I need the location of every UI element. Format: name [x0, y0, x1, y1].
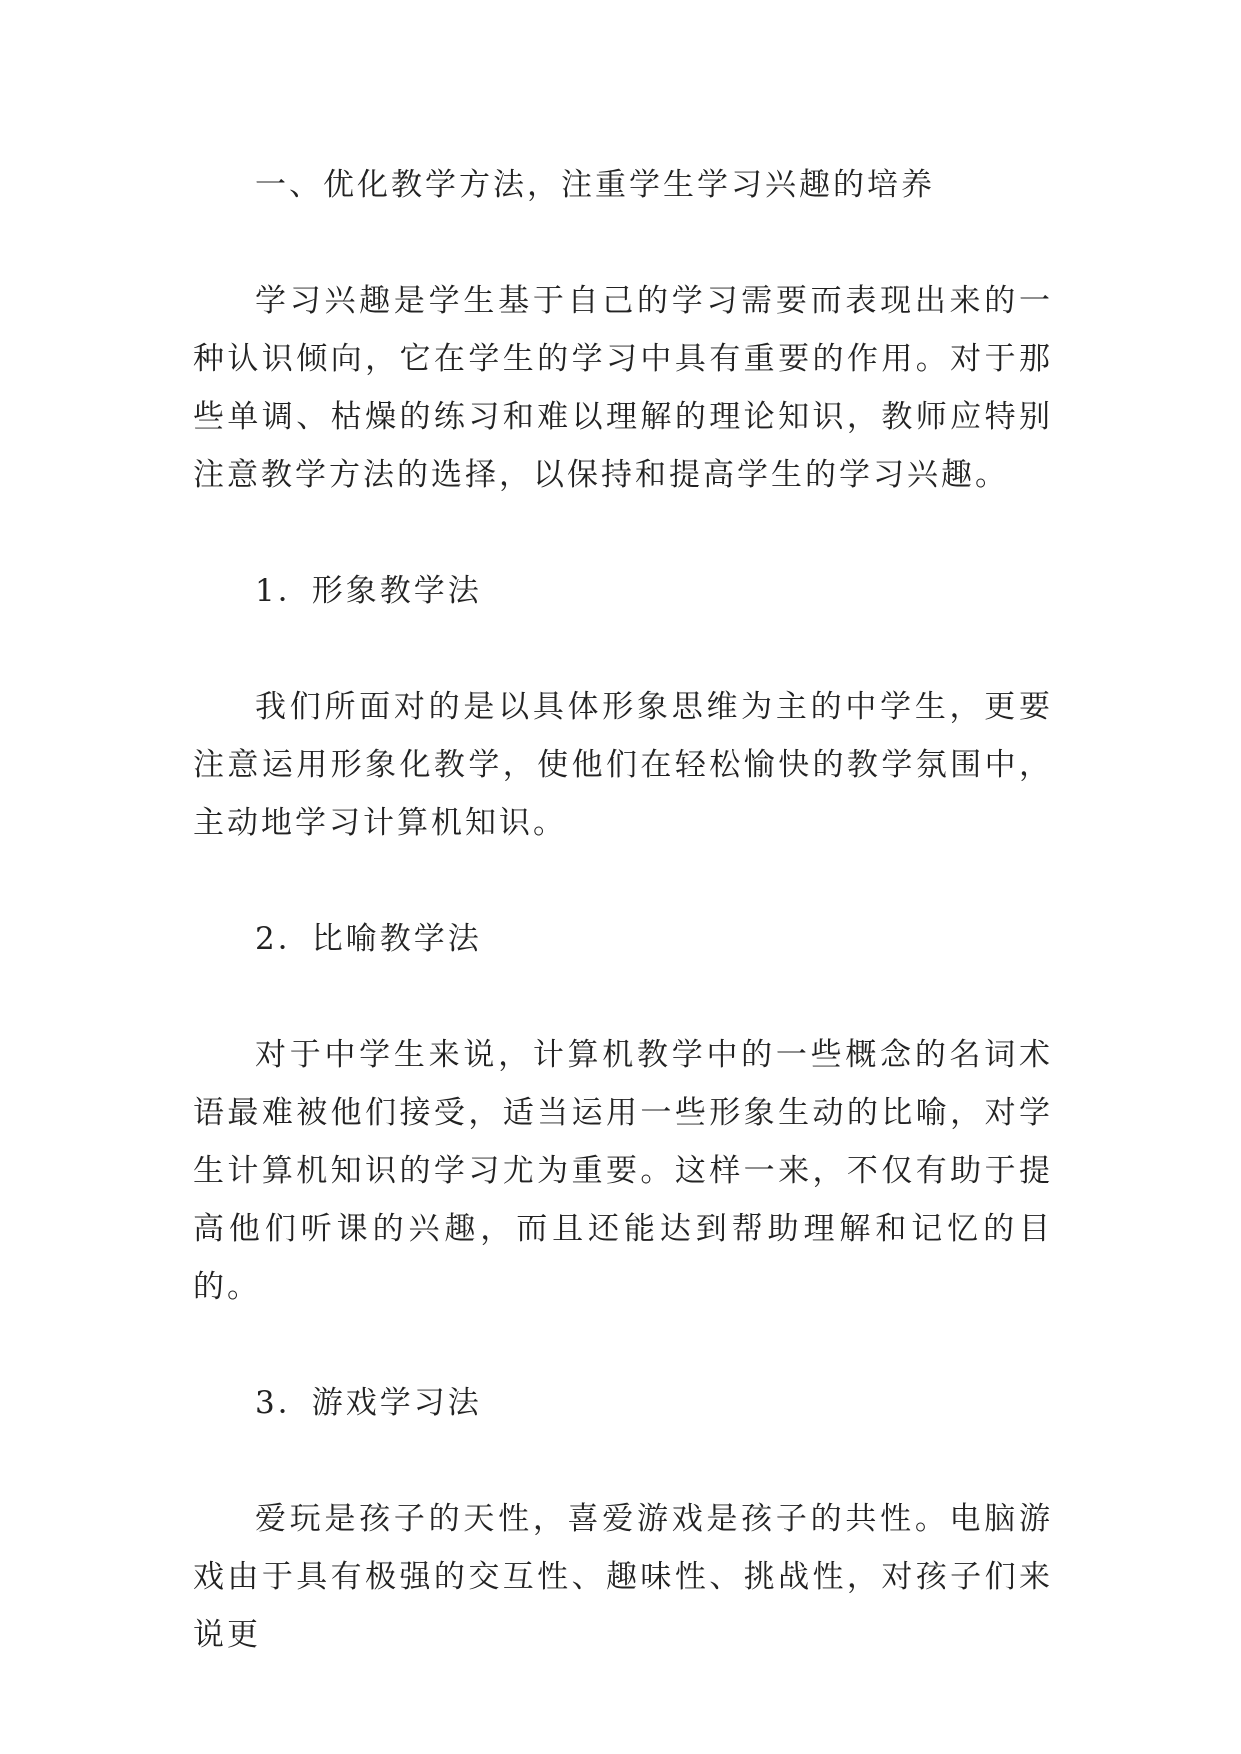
body-paragraph: 学习兴趣是学生基于自己的学习需要而表现出来的一种认识倾向，它在学生的学习中具有重要的作用。对于那些单调、枯燥的练习和难以理解的理论知识，教师应特别注意教学方法的选择，以保持和提高学生的学习兴趣。 — [193, 283, 1053, 493]
paragraph-gap — [193, 852, 1053, 910]
paragraph-gap — [193, 968, 1053, 1026]
body-paragraph: 对于中学生来说，计算机教学中的一些概念的名词术语最难被他们接受，适当运用一些形象生动的比喻，对学生计算机知识的学习尤为重要。这样一来，不仅有助于提高他们听课的兴趣，而且还能达到帮助理解和记忆的目的。 — [193, 1037, 1053, 1305]
subheading-image-teaching: 1．形象教学法 — [255, 573, 482, 609]
subheading-game-learning: 3．游戏学习法 — [255, 1385, 482, 1421]
document-body — [193, 156, 1053, 1664]
body-paragraph: 我们所面对的是以具体形象思维为主的中学生，更要注意运用形象化教学，使他们在轻松愉快的教学氛围中，主动地学习计算机知识。 — [193, 689, 1053, 841]
paragraph-gap — [193, 504, 1053, 562]
paragraph-gap — [193, 1432, 1053, 1490]
paragraph-gap — [193, 620, 1053, 678]
subheading-metaphor-teaching: 2．比喻教学法 — [255, 921, 482, 957]
paragraph-gap — [193, 1316, 1053, 1374]
section-heading: 一、优化教学方法，注重学生学习兴趣的培养 — [255, 167, 935, 203]
paragraph-gap — [193, 214, 1053, 272]
body-paragraph: 爱玩是孩子的天性，喜爱游戏是孩子的共性。电脑游戏由于具有极强的交互性、趣味性、挑战性，对孩子们来说更 — [193, 1501, 1053, 1653]
